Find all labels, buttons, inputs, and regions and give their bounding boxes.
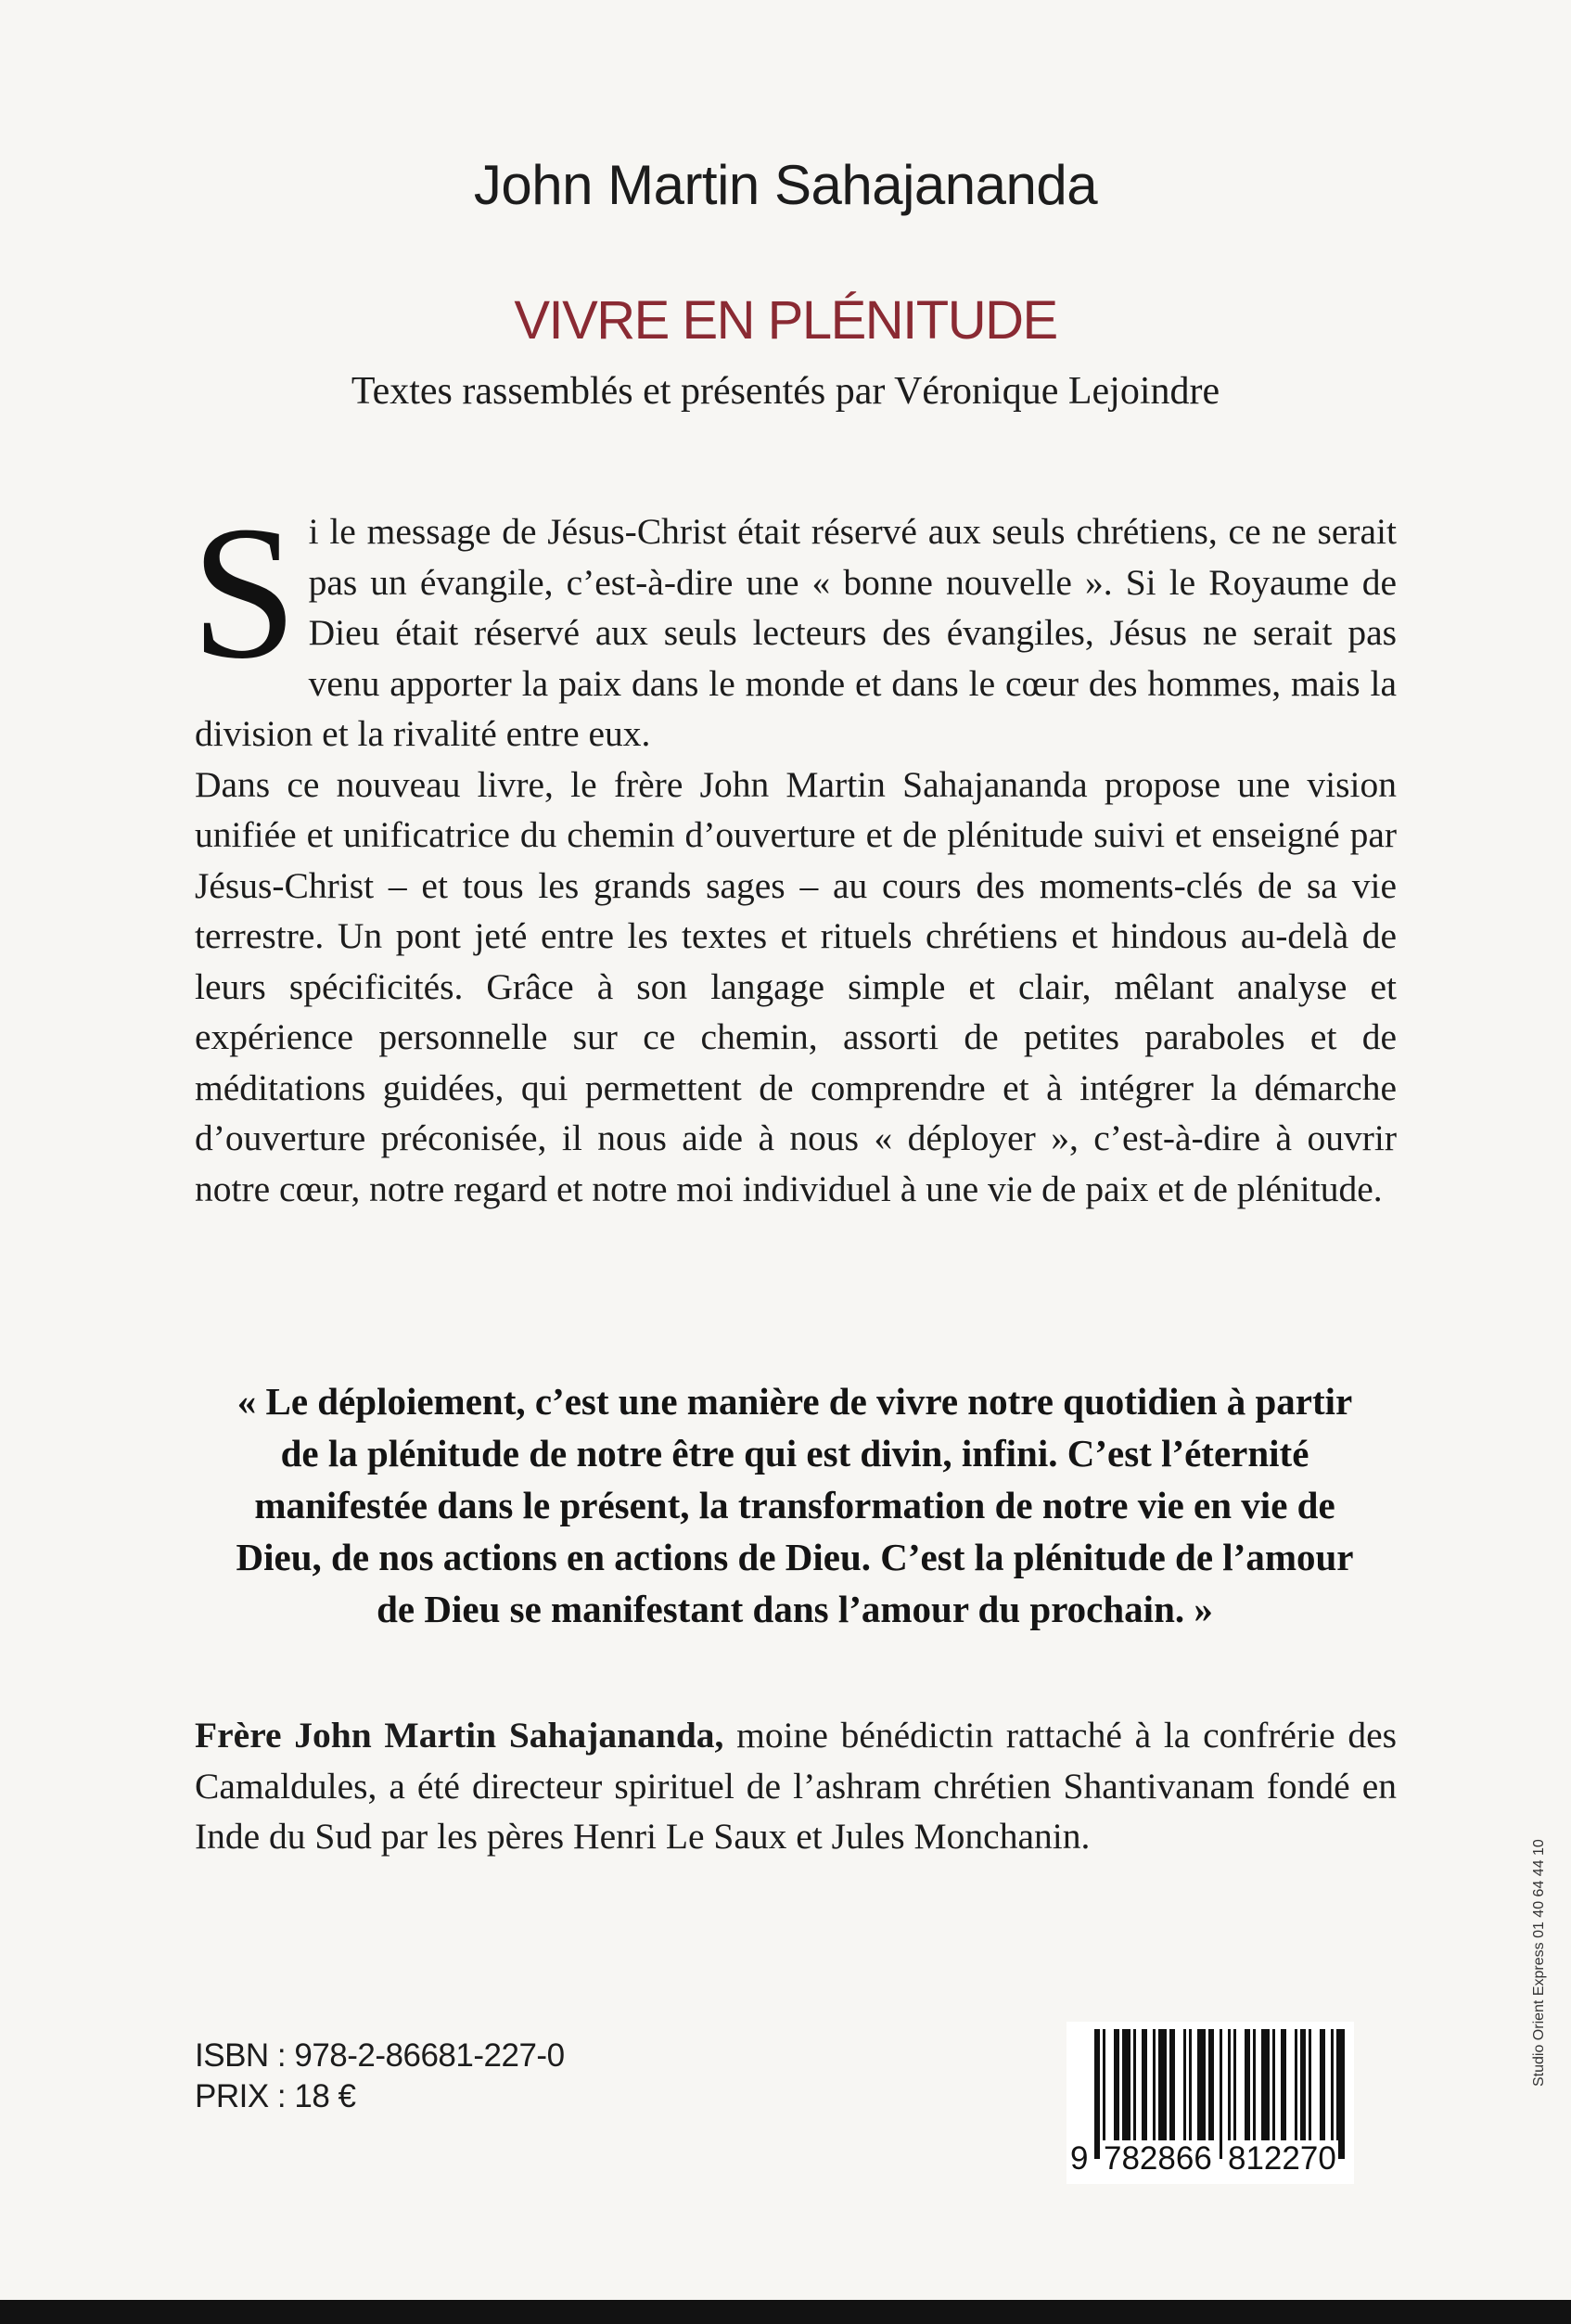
quote-line: « Le déploiement, c’est une manière de vivre notre quotidien à partir <box>236 1380 1353 1423</box>
blurb-paragraph-1 <box>191 486 1397 760</box>
barcode-right-group: 812270 <box>1228 2140 1336 2177</box>
author-name: John Martin Sahajananda <box>473 154 1098 216</box>
bio-name: Frère John Martin Sahajananda, <box>195 1715 724 1756</box>
barcode-digits <box>1066 2140 1354 2181</box>
blurb-paragraph-1-text: i le message de Jésus-Christ était réservé aux seuls chrétiens, ce ne serait pas un évangile, c’est-à-dire une « bonne nouvelle ». Si le Royaume de Dieu était réservé aux seuls lecteurs des évangiles, Jésus ne serait pas venu apporter la paix dans le monde et dans le cœur des hommes, mais la division et la rivalité entre eux. <box>195 511 1397 754</box>
barcode-first-digit: 9 <box>1070 2140 1089 2177</box>
quote-line: Dieu, de nos actions en actions de Dieu. C’est la plénitude de l’amour <box>236 1536 1354 1578</box>
barcode <box>1066 2022 1354 2184</box>
price-text: PRIX : 18 € <box>195 2078 356 2114</box>
blurb <box>191 486 1397 1214</box>
quote-line: de la plénitude de notre être qui est divin, infini. C’est l’éternité <box>280 1432 1309 1475</box>
isbn-text: ISBN : 978-2-86681-227-0 <box>195 2037 565 2074</box>
drop-cap: S <box>191 486 298 698</box>
page-bottom-edge <box>0 2300 1571 2324</box>
author-bio <box>195 1710 1397 1862</box>
barcode-left-group: 782866 <box>1104 2140 1212 2177</box>
bio-text: moine bénédictin rattaché à la confrérie des Camaldules, a été directeur spirituel de l’ashram chrétien Shantivanam fondé en Inde du Sud par les pères Henri Le Saux et Jules Monchanin. <box>195 1715 1397 1857</box>
book-subtitle: Textes rassemblés et présentés par Véronique Lejoindre <box>351 370 1220 413</box>
quote-line: manifestée dans le présent, la transformation de notre vie en vie de <box>254 1484 1335 1526</box>
blurb-paragraph-2: Dans ce nouveau livre, le frère John Martin Sahajananda propose une vision unifiée et unificatrice du chemin d’ouverture et de plénitude suivi et enseigné par Jésus-Christ – et tous les grands sages – au cours des moments-clés de sa vie terrestre. Un pont jeté entre les textes et rituels chrétiens et hindous au-delà de leurs spécificités. Grâce à son langage simple et clair, mêlant analyse et expérience personnelle sur ce chemin, assorti de petites paraboles et de méditations guidées, qui permettent de comprendre et à intégrer la démarche d’ouverture préconisée, il nous aide à nous « déployer », c’est-à-dire à ouvrir notre cœur, notre regard et notre moi individuel à une vie de paix et de plénitude. <box>195 763 1397 1209</box>
book-info <box>195 2036 565 2117</box>
pull-quote <box>185 1375 1404 1635</box>
book-title: VIVRE EN PLÉNITUDE <box>514 290 1057 351</box>
imprint-credit: Studio Orient Express 01 40 64 44 10 <box>1531 1839 1547 2087</box>
quote-line: de Dieu se manifestant dans l’amour du prochain. » <box>377 1588 1213 1630</box>
